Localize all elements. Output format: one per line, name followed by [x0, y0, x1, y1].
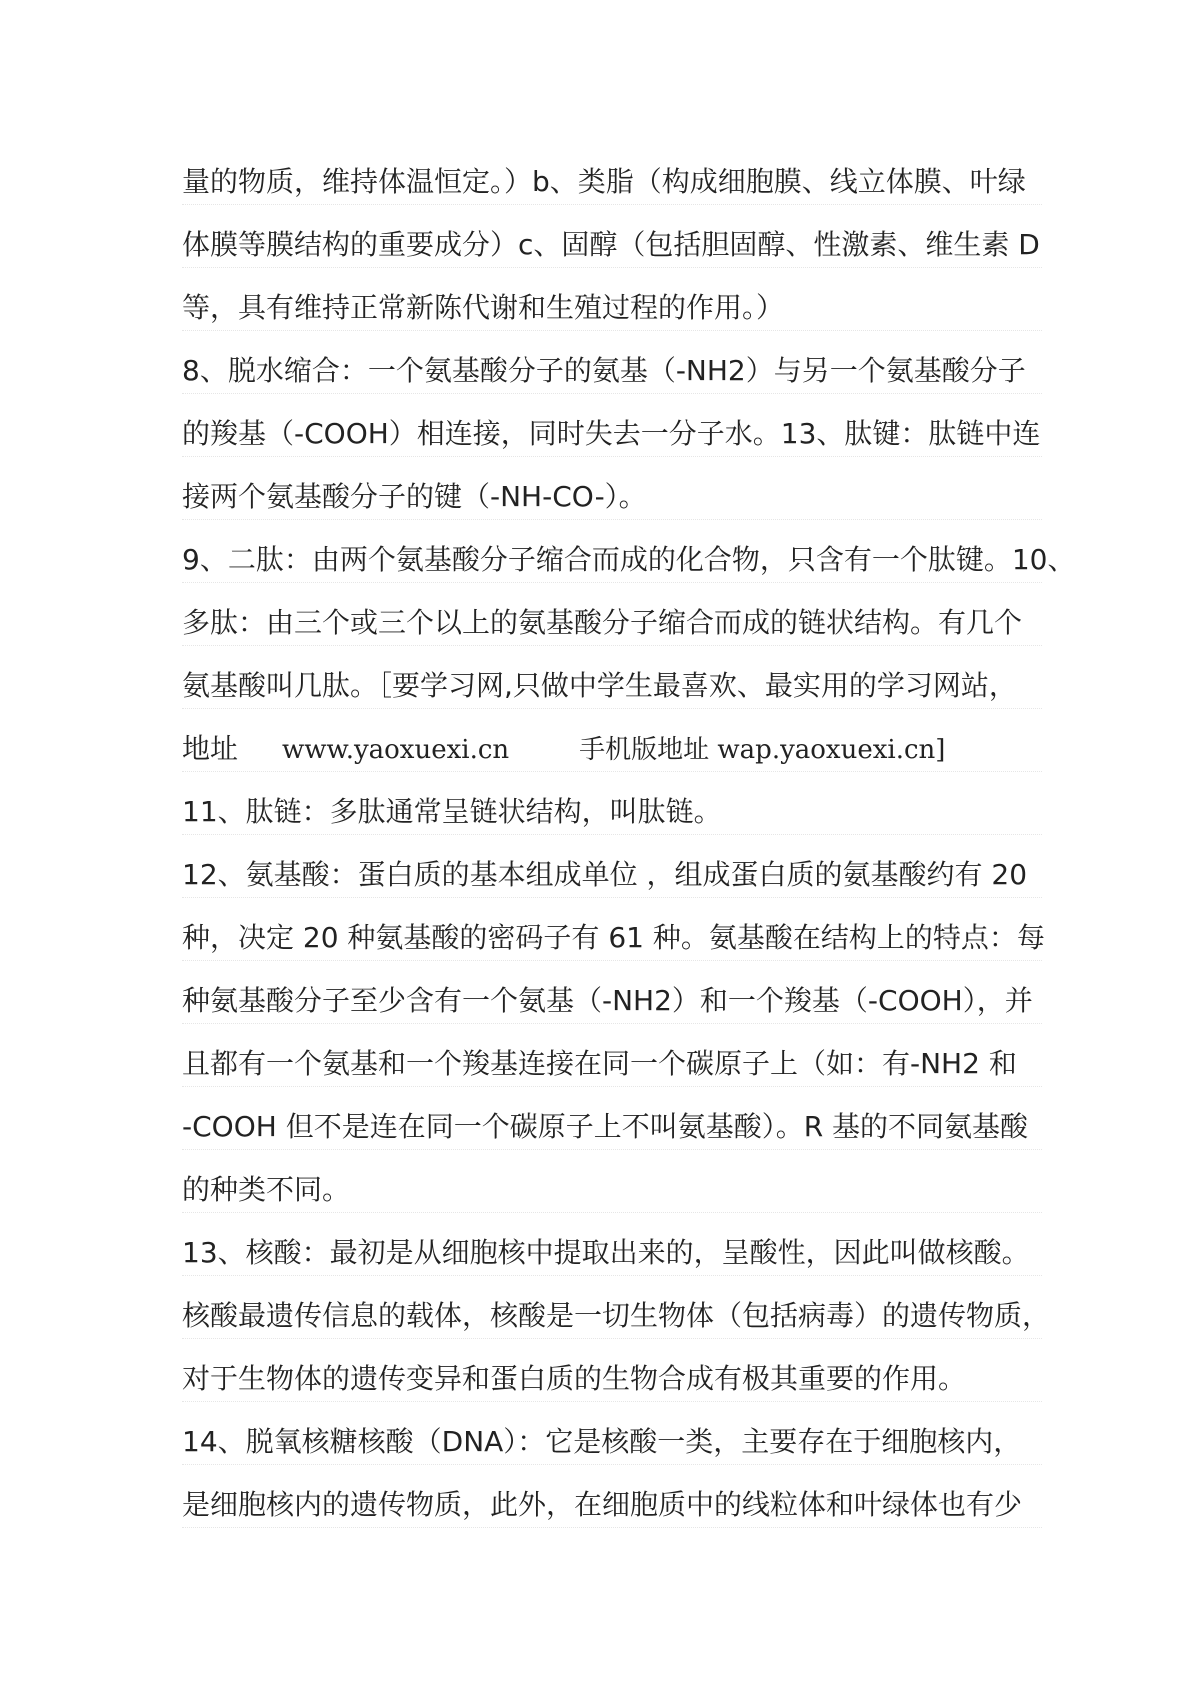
text-line — [182, 528, 1076, 591]
line-text: 8、脱水缩合：一个氨基酸分子的氨基（-NH2）与另一个氨基酸分子 — [182, 354, 1026, 387]
line-text: 11、肽链：多肽通常呈链状结构，叫肽链。 — [182, 795, 722, 828]
text-line — [182, 780, 1042, 843]
text-line — [182, 1221, 1042, 1284]
line-text: 种，决定 20 种氨基酸的密码子有 61 种。氨基酸在结构上的特点：每 — [182, 921, 1045, 954]
line-text: 9、二肽：由两个氨基酸分子缩合而成的化合物，只含有一个肽键。10、 — [182, 543, 1076, 576]
address-label: 地址 — [182, 732, 239, 765]
text-line — [182, 1284, 1051, 1347]
text-line — [182, 591, 1042, 654]
line-text: 接两个氨基酸分子的键（-NH-CO-）。 — [182, 480, 647, 513]
text-line — [182, 1095, 1042, 1158]
line-text: 13、核酸：最初是从细胞核中提取出来的，呈酸性，因此叫做核酸。 — [182, 1236, 1030, 1269]
text-line — [182, 1158, 1042, 1221]
text-line — [182, 465, 1042, 528]
mobile-address: 手机版地址 wap.yaoxuexi.cn] — [579, 735, 946, 765]
line-text: 氨基酸叫几肽。［要学习网,只做中学生最喜欢、最实用的学习网站， — [182, 669, 1017, 702]
line-text: 核酸最遗传信息的载体，核酸是一切生物体（包括病毒）的遗传物质， — [182, 1299, 1051, 1332]
document-body — [182, 150, 1076, 1536]
line-text: 且都有一个氨基和一个羧基连接在同一个碳原子上（如：有-NH2 和 — [182, 1047, 1017, 1080]
line-text: 量的物质，维持体温恒定。）b、类脂（构成细胞膜、线立体膜、叶绿 — [182, 165, 1026, 198]
text-line — [182, 1032, 1042, 1095]
line-text: 对于生物体的遗传变异和蛋白质的生物合成有极其重要的作用。 — [182, 1362, 967, 1395]
text-line — [182, 213, 1042, 276]
text-line — [182, 150, 1042, 213]
text-line — [182, 339, 1042, 402]
address-line — [182, 717, 1042, 780]
text-line — [182, 1347, 1042, 1410]
line-text: 的种类不同。 — [182, 1173, 351, 1206]
line-text: 14、脱氧核糖核酸（DNA）：它是核酸一类，主要存在于细胞核内， — [182, 1425, 1022, 1458]
text-line — [182, 402, 1042, 465]
text-line — [182, 906, 1045, 969]
text-line — [182, 843, 1042, 906]
line-text: 多肽：由三个或三个以上的氨基酸分子缩合而成的链状结构。有几个 — [182, 606, 1023, 639]
text-line — [182, 654, 1042, 717]
line-text: 12、氨基酸：蛋白质的基本组成单位 ，组成蛋白质的氨基酸约有 20 — [182, 858, 1028, 891]
text-line — [182, 969, 1042, 1032]
line-text: 等，具有维持正常新陈代谢和生殖过程的作用。） — [182, 291, 785, 324]
text-line — [182, 276, 1042, 339]
line-text: 种氨基酸分子至少含有一个氨基（-NH2）和一个羧基（-COOH），并 — [182, 984, 1033, 1017]
line-text: 体膜等膜结构的重要成分）c、固醇（包括胆固醇、性激素、维生素 D — [182, 228, 1040, 261]
line-text: -COOH 但不是连在同一个碳原子上不叫氨基酸）。R 基的不同氨基酸 — [182, 1110, 1029, 1143]
text-line — [182, 1473, 1042, 1536]
text-line — [182, 1410, 1042, 1473]
website-link[interactable]: www.yaoxuexi.cn — [282, 735, 510, 765]
line-text: 的羧基（-COOH）相连接，同时失去一分子水。13、肽键：肽链中连 — [182, 417, 1041, 450]
line-text: 是细胞核内的遗传物质，此外，在细胞质中的线粒体和叶绿体也有少 — [182, 1488, 1023, 1521]
